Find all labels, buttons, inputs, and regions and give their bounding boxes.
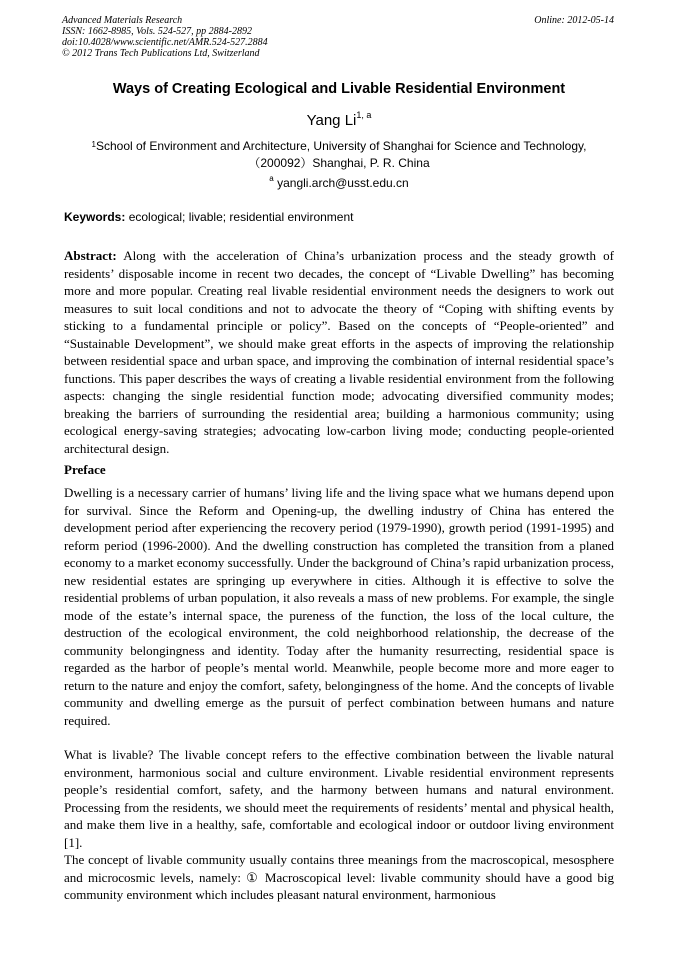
online-date: Online: 2012-05-14 [534,15,614,26]
abstract-label: Abstract: [64,248,117,263]
author-email [0,176,678,190]
email-superscript: a [269,174,274,183]
paper-title: Ways of Creating Ecological and Livable Residential Environment [112,81,566,97]
author-superscript: 1, a [356,110,372,120]
journal-name: Advanced Materials Research [62,15,183,26]
email-address: yangli.arch@usst.edu.cn [277,176,409,190]
section-heading-preface: Preface [64,462,106,477]
preface-paragraph-2: What is livable? The livable concept refers to the effective combination between the livable natural environment, harmonious social and culture environment. Livable residential environment represents people’s residential comfort, safety, and the harmony between humans and natural environment. Processing from the residents, we should meet the requirements of residents’ mental and physical health, and make them live in a healthy, safe, comfortable and ecological indoor or outdoor living environment [1]. [64,747,614,850]
affiliation-line-2: （200092）Shanghai, P. R. China [248,156,430,170]
preface-paragraph-1: Dwelling is a necessary carrier of humans’ living life and the living space what we humans depend upon for survival. Since the Reform and Opening-up, the dwelling industry of China has entered the development period after experiencing the recovery period (1979-1990), growth period (1991-1995) and reform period (1996-2000). And the dwelling construction has completed the transition from a planed economy to a market economy successfully. Under the background of China’s rapid urbanization process, new residential estates are springing up everywhere in cities. Although it is effective to solve the residential problems of urban population, it also reveals a mass of new problems. For example, the single mode of the estate’s internal space, the pureness of the function, the loss of the local culture, the destruction of the ecological environment, the cold neighborhood relationship, the decrease of the community belongingness and identity. Today after the humanity resurrecting, residential space is regarded as the harbor of people’s mental world. Meanwhile, people become more and more eager to return to the nature and enjoy the comfort, safety, belongingness of the home. And the concepts of livable community and dwelling emerge as the pursuit of perfect combination between humans and nature required. [64,485,614,728]
keywords-text: ecological; livable; residential environment [125,210,354,224]
author-line [0,112,678,129]
journal-copyright: © 2012 Trans Tech Publications Ltd, Switzerland [62,48,260,59]
affiliation [62,138,616,172]
abstract [64,247,614,457]
author-name: Yang Li [306,112,357,129]
preface-paragraph-3: The concept of livable community usually contains three meanings from the macroscopical, mesosphere and microcosmic levels, namely: ① Macroscopical level: livable community should have a good big community environment which includes pleasant natural environment, harmonious [64,852,614,902]
journal-header [62,15,614,59]
affiliation-superscript: 1 [91,140,96,149]
journal-doi: doi:10.4028/www.scientific.net/AMR.524-527.2884 [62,37,268,48]
affiliation-line-1: $^1$School of Environment and Architecture, University of Shanghai for Science and Technology, [91,139,587,153]
keywords-label: Keywords: [64,210,126,224]
keywords [64,210,353,224]
abstract-text: Along with the acceleration of China’s urbanization process and the steady growth of residents’ disposable income in recent two decades, the concept of “Livable Dwelling” has becoming more and more popular. Creating real livable residential environment needs the designers to work out measures to suit local conditions and not to advocate the theory of “Coping with shifting events by sticking to a fundamental principle or policy”. Based on the concepts of “People-oriented” and “Sustainable Development”, we should make great efforts in the aspects of improving the relationship between residential space and urban space, and improving the combination of internal residential space’s functions. This paper describes the ways of creating a livable residential environment from the following aspects: changing the single residential function mode; advocating diversified community modes; breaking the barriers of surrounding the residential area; building a harmonious community; using ecological energy-saving strategies; advocating low-carbon living mode; conducting people-oriented architectural design. [64,248,614,456]
journal-issn: ISSN: 1662-8985, Vols. 524-527, pp 2884-2892 [62,26,252,37]
journal-info [62,15,614,59]
